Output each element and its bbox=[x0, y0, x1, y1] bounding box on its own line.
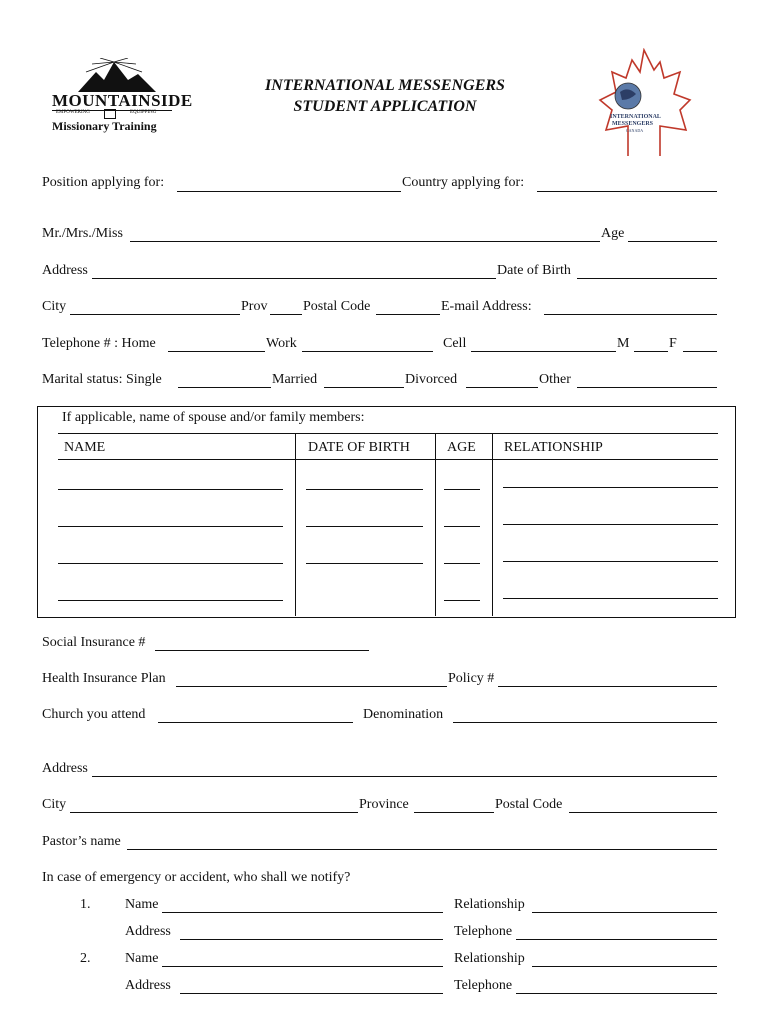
title-label: Mr./Mrs./Miss bbox=[42, 226, 123, 241]
marital-single-label: Marital status: Single bbox=[42, 372, 162, 387]
church-address-field[interactable] bbox=[92, 776, 717, 777]
column-relationship: RELATIONSHIP bbox=[504, 440, 603, 455]
country-label: Country applying for: bbox=[402, 175, 525, 190]
family-relationship-field[interactable] bbox=[503, 524, 718, 525]
denomination-field[interactable] bbox=[453, 722, 717, 723]
divorced-field[interactable] bbox=[466, 387, 538, 388]
sin-field[interactable] bbox=[155, 650, 369, 651]
other-field[interactable] bbox=[577, 387, 717, 388]
contact-address-label: Address bbox=[125, 978, 171, 993]
female-label: F bbox=[669, 336, 677, 351]
column-name: NAME bbox=[64, 440, 106, 455]
policy-label: Policy # bbox=[448, 671, 495, 686]
family-dob-field[interactable] bbox=[306, 563, 423, 564]
prov-label: Prov bbox=[241, 299, 268, 314]
im-logo-line2: MESSENGERS bbox=[612, 121, 654, 127]
country-field[interactable] bbox=[537, 191, 717, 192]
contact-telephone-field[interactable] bbox=[516, 993, 717, 994]
family-header-bottom-rule bbox=[58, 459, 718, 460]
cell-label: Cell bbox=[443, 336, 467, 351]
logo-small-left: EMPOWERING bbox=[56, 110, 90, 115]
married-field[interactable] bbox=[324, 387, 404, 388]
age-label: Age bbox=[601, 226, 625, 241]
city-field[interactable] bbox=[70, 314, 240, 315]
prov-field[interactable] bbox=[270, 314, 302, 315]
dob-field[interactable] bbox=[577, 278, 717, 279]
work-phone-field[interactable] bbox=[302, 351, 433, 352]
city-label: City bbox=[42, 299, 67, 314]
family-name-field[interactable] bbox=[58, 600, 283, 601]
contact-relationship-field[interactable] bbox=[532, 966, 717, 967]
contact-telephone-field[interactable] bbox=[516, 939, 717, 940]
male-label: M bbox=[617, 336, 630, 351]
male-field[interactable] bbox=[634, 351, 668, 352]
mountainside-wordmark: MOUNTAINSIDE bbox=[52, 91, 193, 110]
church-address-label: Address bbox=[42, 761, 88, 776]
sin-label: Social Insurance # bbox=[42, 635, 146, 650]
contact-telephone-label: Telephone bbox=[454, 924, 513, 939]
mountainside-logo bbox=[48, 58, 193, 138]
contact-address-label: Address bbox=[125, 924, 171, 939]
contact-name-field[interactable] bbox=[162, 966, 443, 967]
contact-telephone-label: Telephone bbox=[454, 978, 513, 993]
position-field[interactable] bbox=[177, 191, 401, 192]
family-members-box bbox=[37, 406, 736, 618]
telephone-home-label: Telephone # : Home bbox=[42, 336, 156, 351]
contact-number: 2. bbox=[80, 951, 91, 966]
contact-name-label: Name bbox=[125, 951, 159, 966]
dob-label: Date of Birth bbox=[497, 263, 571, 278]
female-field[interactable] bbox=[683, 351, 717, 352]
family-dob-field[interactable] bbox=[306, 489, 423, 490]
church-city-field[interactable] bbox=[70, 812, 358, 813]
church-postal-label: Postal Code bbox=[495, 797, 563, 812]
divorced-label: Divorced bbox=[405, 372, 458, 387]
other-label: Other bbox=[539, 372, 571, 387]
contact-number: 1. bbox=[80, 897, 91, 912]
family-name-field[interactable] bbox=[58, 489, 283, 490]
policy-field[interactable] bbox=[498, 686, 717, 687]
family-intro: If applicable, name of spouse and/or family members: bbox=[62, 410, 365, 425]
im-logo-line3: CANADA bbox=[626, 128, 644, 133]
logo-small-right: EQUIPPING bbox=[130, 110, 157, 115]
church-province-field[interactable] bbox=[414, 812, 494, 813]
church-postal-field[interactable] bbox=[569, 812, 717, 813]
full-name-field[interactable] bbox=[130, 241, 600, 242]
age-field[interactable] bbox=[628, 241, 717, 242]
contact-relationship-label: Relationship bbox=[454, 897, 525, 912]
pastor-label: Pastor’s name bbox=[42, 834, 121, 849]
pastor-field[interactable] bbox=[127, 849, 717, 850]
family-age-field[interactable] bbox=[444, 526, 480, 527]
family-relationship-field[interactable] bbox=[503, 561, 718, 562]
position-label: Position applying for: bbox=[42, 175, 165, 190]
contact-name-label: Name bbox=[125, 897, 159, 912]
home-phone-field[interactable] bbox=[168, 351, 265, 352]
postal-code-label: Postal Code bbox=[303, 299, 371, 314]
contact-address-field[interactable] bbox=[180, 993, 443, 994]
email-label: E-mail Address: bbox=[441, 299, 532, 314]
address-label: Address bbox=[42, 263, 88, 278]
single-field[interactable] bbox=[178, 387, 271, 388]
contact-relationship-label: Relationship bbox=[454, 951, 525, 966]
family-name-field[interactable] bbox=[58, 526, 283, 527]
form-title-line2: STUDENT APPLICATION bbox=[293, 98, 477, 115]
church-field[interactable] bbox=[158, 722, 353, 723]
form-title-line1: INTERNATIONAL MESSENGERS bbox=[265, 77, 505, 94]
address-field[interactable] bbox=[92, 278, 496, 279]
church-province-label: Province bbox=[359, 797, 409, 812]
contact-relationship-field[interactable] bbox=[532, 912, 717, 913]
married-label: Married bbox=[272, 372, 318, 387]
family-age-field[interactable] bbox=[444, 489, 480, 490]
mountainside-tagline: Missionary Training bbox=[52, 119, 157, 133]
family-dob-field[interactable] bbox=[306, 617, 423, 618]
family-header-top-rule bbox=[58, 433, 718, 434]
family-dob-field[interactable] bbox=[306, 526, 423, 527]
health-plan-field[interactable] bbox=[176, 686, 447, 687]
postal-code-field[interactable] bbox=[376, 314, 440, 315]
column-date-of-birth: DATE OF BIRTH bbox=[308, 440, 410, 455]
family-age-field[interactable] bbox=[444, 563, 480, 564]
international-messengers-logo bbox=[598, 48, 694, 158]
family-relationship-field[interactable] bbox=[503, 487, 718, 488]
denomination-label: Denomination bbox=[363, 707, 444, 722]
church-city-label: City bbox=[42, 797, 67, 812]
maple-leaf-icon bbox=[598, 48, 694, 158]
column-age: AGE bbox=[447, 440, 476, 455]
cell-phone-field[interactable] bbox=[471, 351, 616, 352]
contact-address-field[interactable] bbox=[180, 939, 443, 940]
health-plan-label: Health Insurance Plan bbox=[42, 671, 166, 686]
im-logo-line1: INTERNATIONAL bbox=[610, 114, 661, 120]
family-relationship-field[interactable] bbox=[503, 598, 718, 599]
contact-name-field[interactable] bbox=[162, 912, 443, 913]
church-label: Church you attend bbox=[42, 707, 146, 722]
family-name-field[interactable] bbox=[58, 563, 283, 564]
work-label: Work bbox=[266, 336, 297, 351]
email-field[interactable] bbox=[544, 314, 717, 315]
family-age-field[interactable] bbox=[444, 600, 480, 601]
emergency-question: In case of emergency or accident, who shall we notify? bbox=[42, 870, 351, 885]
